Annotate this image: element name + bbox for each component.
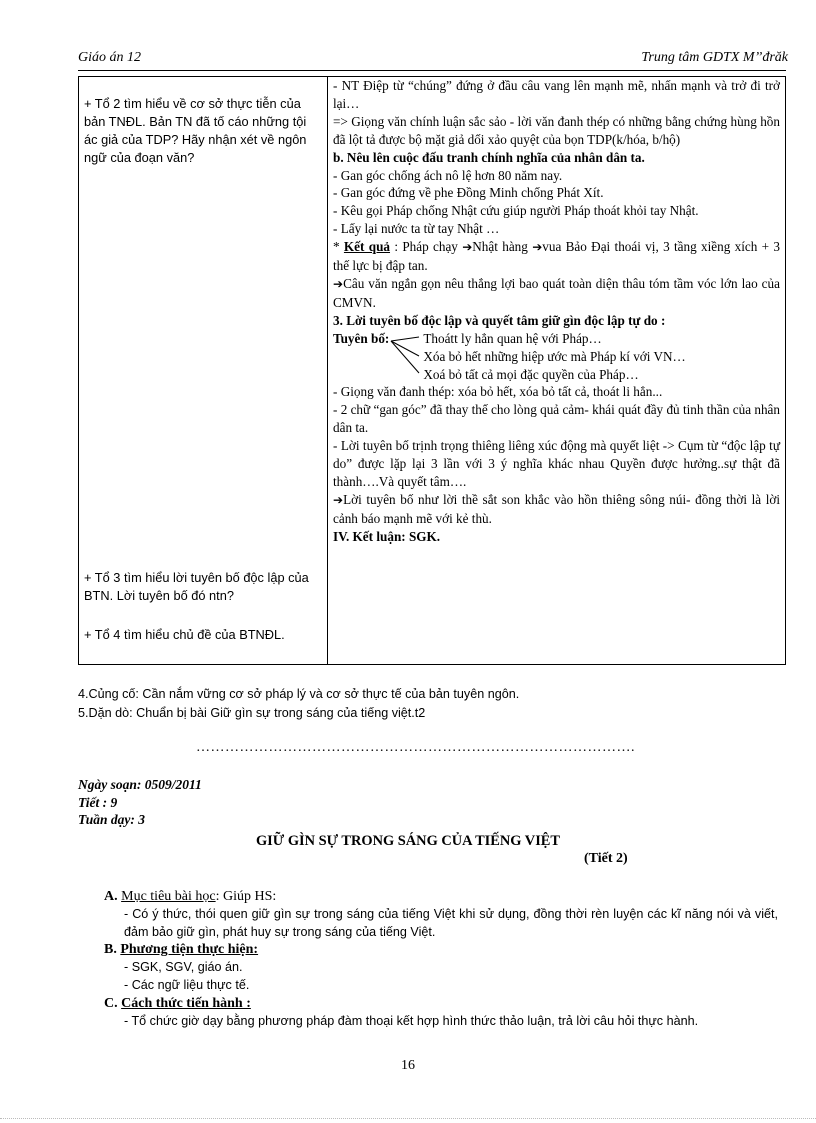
lesson-title: GIỮ GÌN SỰ TRONG SÁNG CỦA TIẾNG VIỆT (255, 833, 560, 849)
prep-date: Ngày soạn: 0509/2011 (78, 777, 202, 792)
s3-item: - 2 chữ “gan góc” đã thay thế cho lòng quả cảm- khái quát đầy đủ tinh thần của nhân dân ta. (333, 402, 780, 436)
period: Tiết : 9 (78, 794, 118, 810)
declaration-item: Xóa bỏ hết những hiệp ước mà Pháp kí với VN… (423, 348, 686, 364)
section-b-title: b. Nêu lên cuộc đấu tranh chính nghĩa của nhân dân ta. (333, 149, 645, 165)
content-column (328, 77, 786, 665)
teaching-week: Tuần dạy: 3 (78, 812, 145, 827)
homework-line: 5.Dặn dò: Chuẩn bị bài Giữ gìn sự trong sáng của tiếng việt.t2 (78, 706, 426, 720)
section-b-line: - SGK, SGV, giáo án. (124, 960, 243, 975)
task-group-3: + Tổ 3 tìm hiểu lời tuyên bố độc lập của BTN. Lời tuyên bố đó ntn? (84, 569, 309, 603)
right-arrow-icon: ➔ (333, 276, 344, 291)
dotted-separator: ………………………………………………………………………………. (196, 740, 635, 755)
b-item: - Lấy lại nước ta từ tay Nhật … (333, 221, 500, 237)
content-p2: => Giọng văn chính luận sắc sảo - lời văn đanh thép có những bằng chứng hùng hồn đã lột tả được bộ mặt giả dối xảo quyệt của bọn TDP(k/hóa, b/hộ) (333, 113, 780, 147)
right-arrow-icon: ➔ (532, 240, 543, 255)
branch-lines-icon (389, 330, 421, 374)
section-b-heading: B. Phương tiện thực hiện: (104, 942, 259, 958)
section-4-title: IV. Kết luận: SGK. (333, 528, 441, 544)
result-conclusion: ➔Câu văn ngắn gọn nêu thắng lợi bao quát toàn diện thâu tóm tầm vóc lớn lao của CMVN. (333, 275, 780, 310)
section-c-heading: C. Cách thức tiến hành : (104, 995, 251, 1011)
header-right: Trung tâm GDTX M’’đrăk (641, 50, 788, 65)
b-item: - Kêu gọi Pháp chống Nhật cứu giúp người Pháp thoát khỏi tay Nhật. (333, 203, 699, 219)
section-a-line: - Có ý thức, thói quen giữ gìn sự trong sáng của tiếng Việt khi sử dụng, đồng thời rèn luyện các kĩ năng nói và viết, đảm bảo giữ gìn, phát huy sự trong sáng của tiếng Việt. (124, 906, 778, 939)
declaration-item: Thoátt ly hẳn quan hệ với Pháp… (423, 330, 602, 346)
header-rule (78, 70, 786, 71)
b-item: - Gan góc đứng về phe Đồng Minh chống Phát Xít. (333, 185, 604, 201)
page-bottom-rule (0, 1118, 816, 1119)
content-p1: - NT Điệp từ “chúng” đứng ở đầu câu vang lên mạnh mẽ, nhấn mạnh và trở đi trở lại… (333, 78, 780, 111)
lesson-sections (104, 888, 778, 1030)
page-number: 16 (401, 1058, 415, 1073)
after-table-notes (78, 685, 519, 723)
right-arrow-icon: ➔ (462, 240, 473, 255)
task-group-4: + Tổ 4 tìm hiểu chủ đề của BTNĐL. (84, 627, 285, 643)
result-line: * Kết quả : Pháp chạy ➔Nhật hàng ➔vua Bảo Đại thoái vị, 3 tầng xiềng xích + 3 thế lực bị đập tan. (333, 239, 780, 274)
result-label: Kết quả (343, 239, 391, 255)
task-group-2: + Tổ 2 tìm hiểu về cơ sở thực tiễn của bản TNĐL. Bản TN đã tố cáo những tội ác giả của TDP? Hãy nhận xét về ngôn ngữ của đoạn văn? (84, 96, 307, 165)
consolidation-line: 4.Củng cố: Cần nắm vững cơ sở pháp lý và cơ sở thực tế của bản tuyên ngôn. (78, 687, 520, 701)
activity-column (79, 77, 328, 665)
s3-item: - Giọng văn đanh thép: xóa bỏ hết, xóa bỏ tất cả, thoát li hẳn... (333, 384, 663, 400)
lesson-table (78, 76, 786, 665)
lesson-info (78, 776, 202, 829)
section-a-heading: A. Mục tiêu bài học: Giúp HS: (104, 889, 277, 904)
right-arrow-icon: ➔ (333, 492, 344, 507)
declaration-label: Tuyên bố: (333, 330, 390, 346)
s3-item: - Lời tuyên bố trịnh trọng thiêng liêng xúc động mà quyết liệt -> Cụm từ “độc lập tự do” được lặp lại 3 lần với 3 ý nghĩa khác nhau Quyền được hưởng..sự thật đã thành….Và quyết tâm…. (333, 438, 780, 489)
s3-conclusion: ➔Lời tuyên bố như lời thề sắt son khắc vào hồn thiêng sông núi- đồng thời là lời cảnh báo mạnh mẽ với kẻ thù. (333, 491, 780, 526)
section-c-line: - Tổ chức giờ dạy bằng phương pháp đàm thoại kết hợp hình thức thảo luận, trả lời câu hỏi thực hành. (124, 1013, 699, 1028)
b-item: - Gan góc chống ách nô lệ hơn 80 năm nay. (333, 167, 563, 183)
header-left: Giáo án 12 (78, 50, 141, 65)
section-b-line: - Các ngữ liệu thực tế. (124, 977, 250, 992)
section-3-title: 3. Lời tuyên bố độc lập và quyết tâm giữ gìn độc lập tự do : (333, 312, 666, 328)
declaration-item: Xoá bỏ tất cả mọi đặc quyền của Pháp… (423, 366, 639, 382)
declaration-block (333, 330, 780, 384)
lesson-subtitle: (Tiết 2) (584, 851, 628, 866)
